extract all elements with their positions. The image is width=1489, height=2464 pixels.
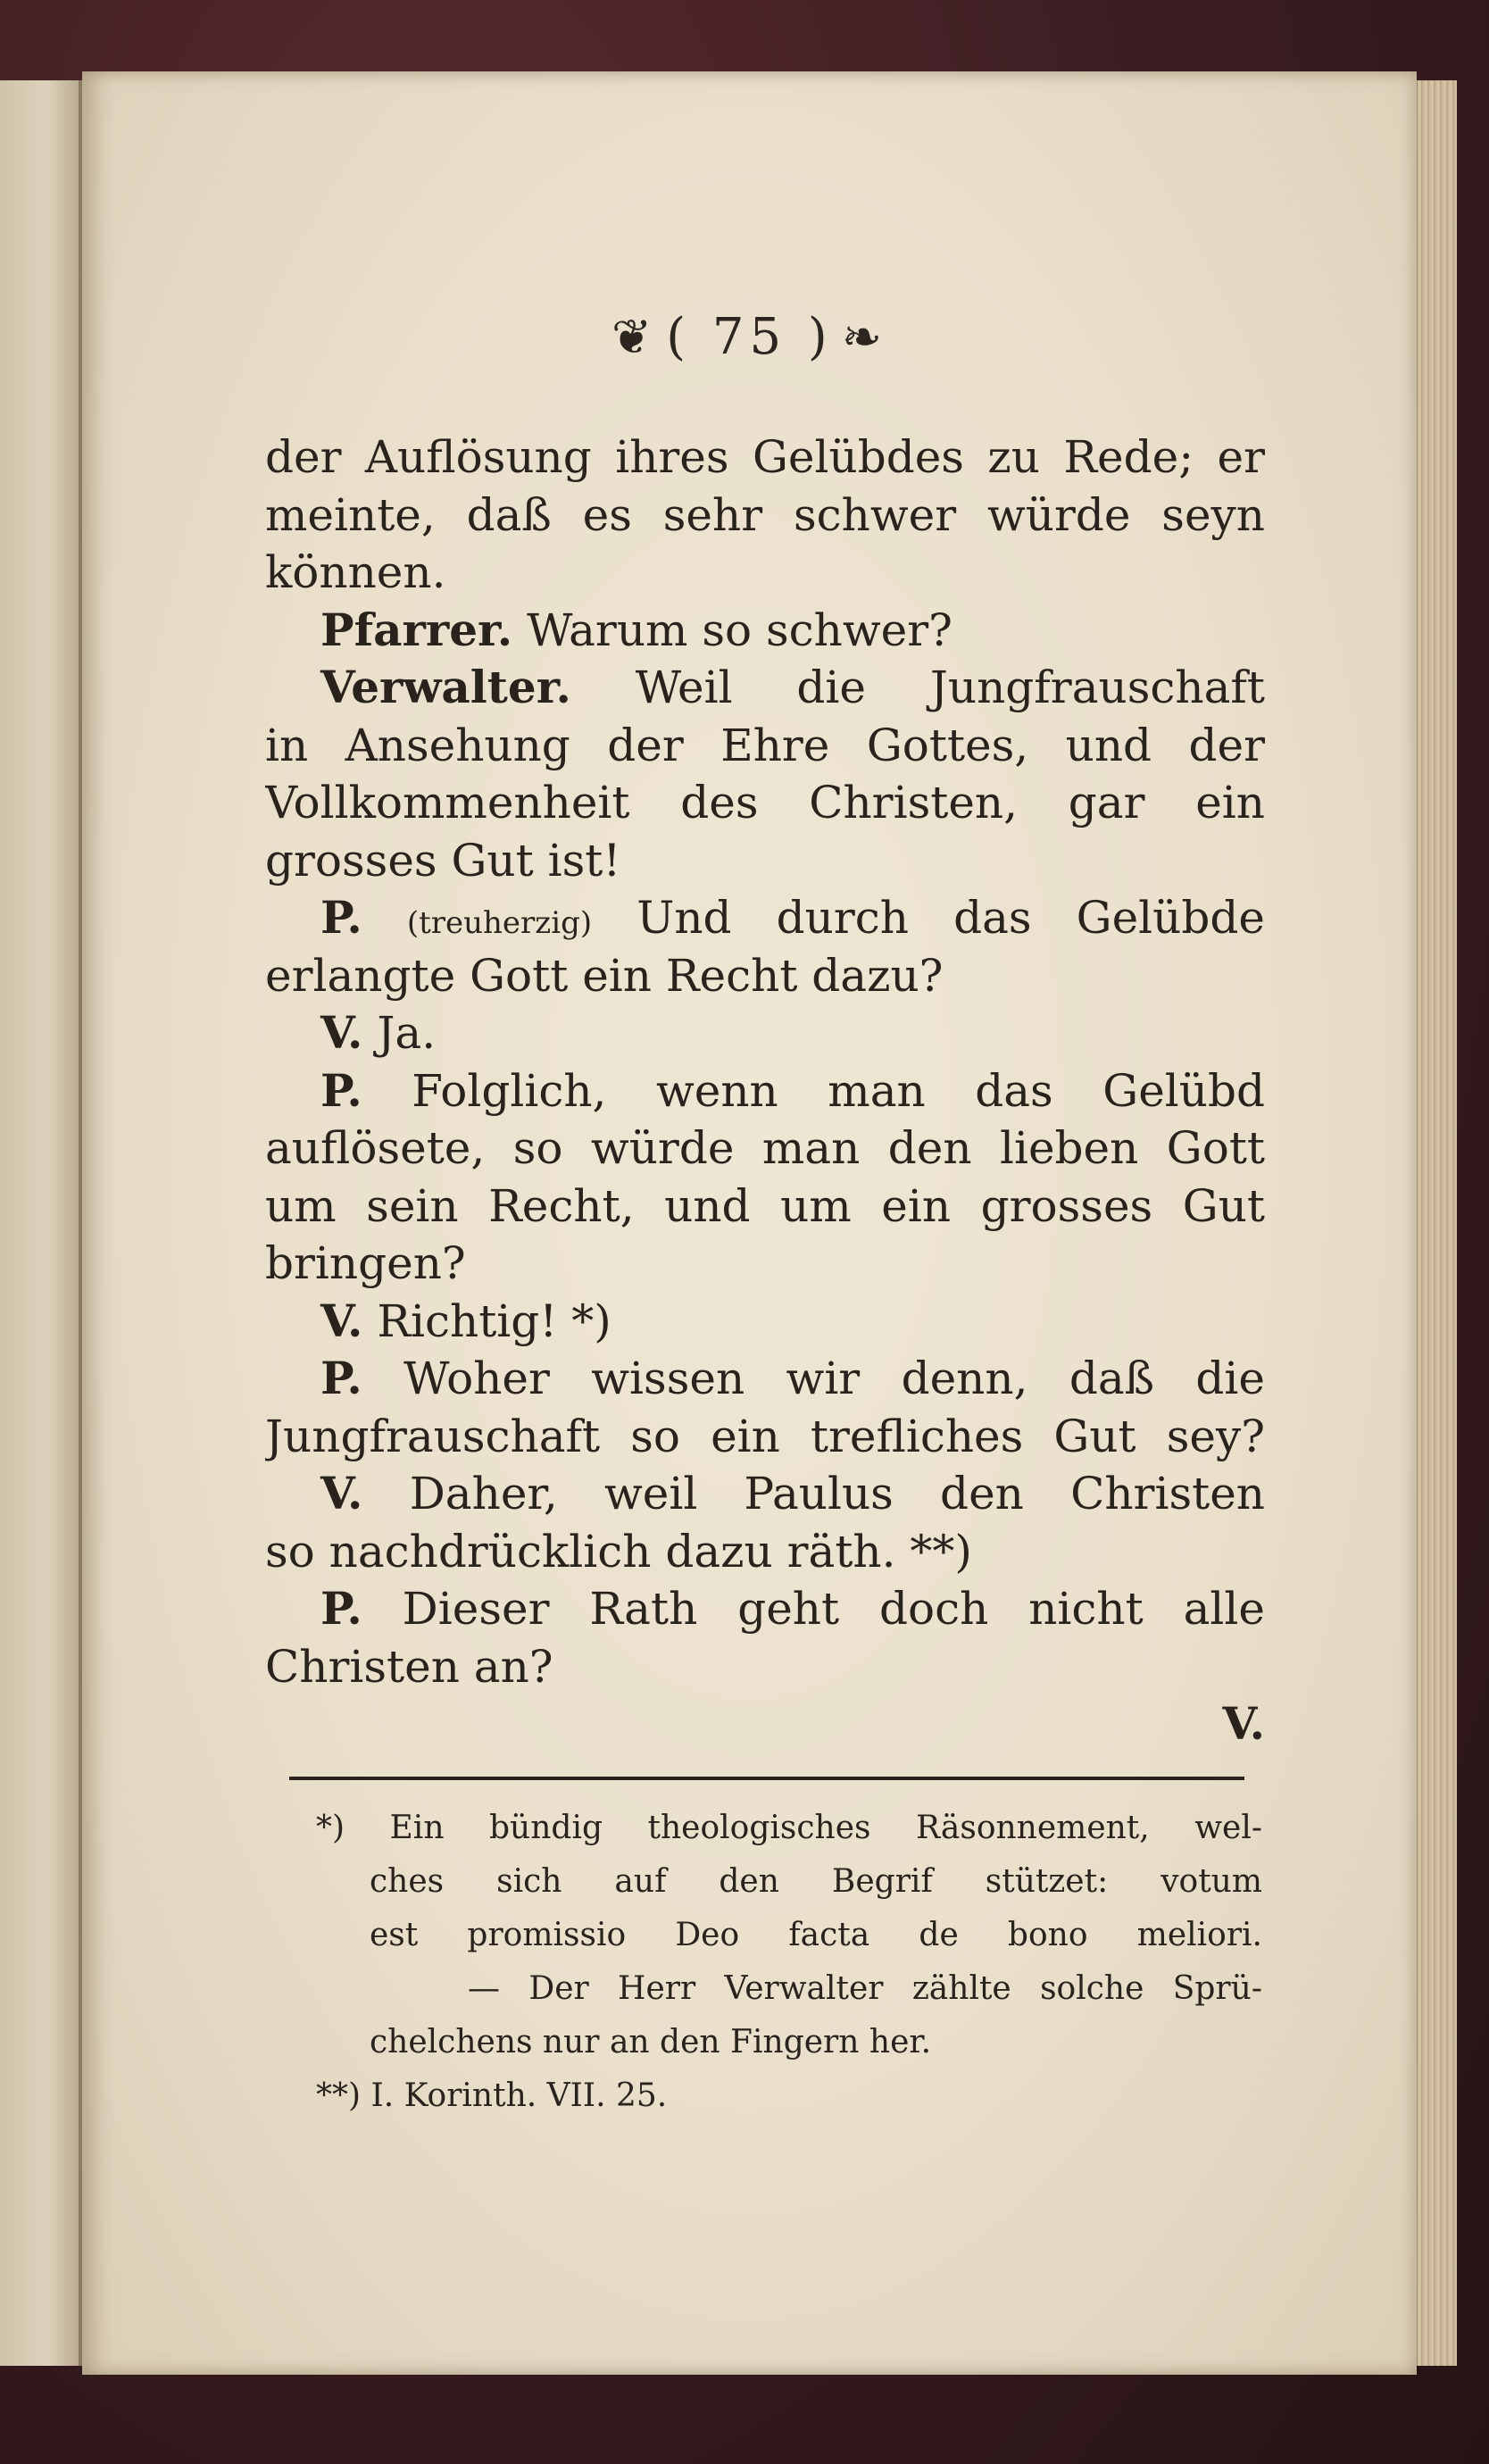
text-line: Vollkommenheit des Christen, gar ein: [265, 777, 1265, 828]
book-page: [82, 71, 1417, 2375]
catchword: V.: [1222, 1697, 1265, 1750]
speaker-label: Pfarrer.: [320, 603, 513, 656]
speaker-label: P.: [320, 1063, 362, 1117]
dialogue-text: Folglich, wenn man das Gelübd: [412, 1064, 1265, 1117]
text-line: Jungfrauschaft so ein trefliches Gut sey?: [265, 1410, 1265, 1462]
footnote-line: *) Ein bündig theologisches Räsonnement, wel-: [316, 1810, 1262, 1846]
footnote-line: ches sich auf den Begrif stützet: votum: [370, 1863, 1262, 1900]
footnote-line: **) I. Korinth. VII. 25.: [316, 2077, 668, 2114]
dialogue-text: Dieser Rath geht doch nicht alle: [402, 1583, 1265, 1635]
previous-page-edge: [0, 80, 82, 2366]
dialogue-text: Warum so schwer?: [527, 604, 952, 656]
text-line: in Ansehung der Ehre Gottes, und der: [265, 719, 1265, 771]
speaker-label: P.: [320, 1352, 362, 1404]
page-header: [82, 308, 1417, 366]
dialogue-text: Richtig! *): [377, 1294, 611, 1347]
text-line: grosses Gut ist!: [265, 834, 621, 887]
speaker-label: V.: [320, 1467, 363, 1519]
footnote-line: est promissio Deo facta de bono meliori.: [370, 1917, 1262, 1953]
text-line: können.: [265, 546, 446, 598]
speaker-label: V.: [320, 1294, 363, 1347]
text-line: erlangte Gott ein Recht dazu?: [265, 949, 944, 1002]
dialogue-line: [265, 1293, 1265, 1351]
footnote-rule: [289, 1777, 1244, 1780]
dialogue-line: [265, 1004, 1265, 1062]
dialogue-text: Weil die Jungfrauschaft: [635, 662, 1265, 713]
dialogue-line: [265, 1350, 1265, 1408]
page-stack-edge: [1415, 80, 1457, 2366]
dialogue-line: [265, 659, 1265, 717]
text-line: Christen an?: [265, 1640, 553, 1693]
ornament-left-icon: ❦: [611, 309, 658, 365]
dialogue-text: Woher wissen wir denn, daß die: [403, 1353, 1265, 1404]
dialogue-line: [265, 889, 1265, 947]
dialogue-text: Und durch das Gelübde: [636, 892, 1265, 944]
speaker-label: V.: [320, 1006, 363, 1059]
stage-direction: (treuherzig): [406, 905, 593, 941]
text-line: so nachdrücklich dazu räth. **): [265, 1525, 972, 1577]
footnote-line: chelchens nur an den Fingern her.: [370, 2024, 932, 2060]
ornament-right-icon: ❧: [841, 309, 888, 365]
text-line: bringen?: [265, 1237, 466, 1289]
dialogue-line: [265, 1062, 1265, 1120]
dialogue-line: [265, 1465, 1265, 1523]
speaker-label: P.: [320, 1582, 362, 1635]
speaker-label: Verwalter.: [320, 661, 571, 713]
speaker-label: P.: [320, 891, 362, 944]
text-line: der Auflösung ihres Gelübdes zu Rede; er: [265, 431, 1265, 483]
footnote-line: — Der Herr Verwalter zählte solche Sprü-: [468, 1970, 1262, 2007]
text-line: auflösete, so würde man den lieben Gott: [265, 1122, 1265, 1174]
page-number: ( 75 ): [666, 308, 833, 366]
footnotes: [316, 1802, 1262, 2123]
main-text: [265, 429, 1265, 1753]
text-line: um sein Recht, und um ein grosses Gut: [265, 1179, 1265, 1232]
dialogue-line: [265, 602, 1265, 660]
dialogue-text: Daher, weil Paulus den Christen: [409, 1468, 1265, 1519]
text-line: meinte, daß es sehr schwer würde seyn: [265, 488, 1265, 541]
dialogue-line: [265, 1580, 1265, 1638]
dialogue-text: Ja.: [377, 1007, 437, 1059]
